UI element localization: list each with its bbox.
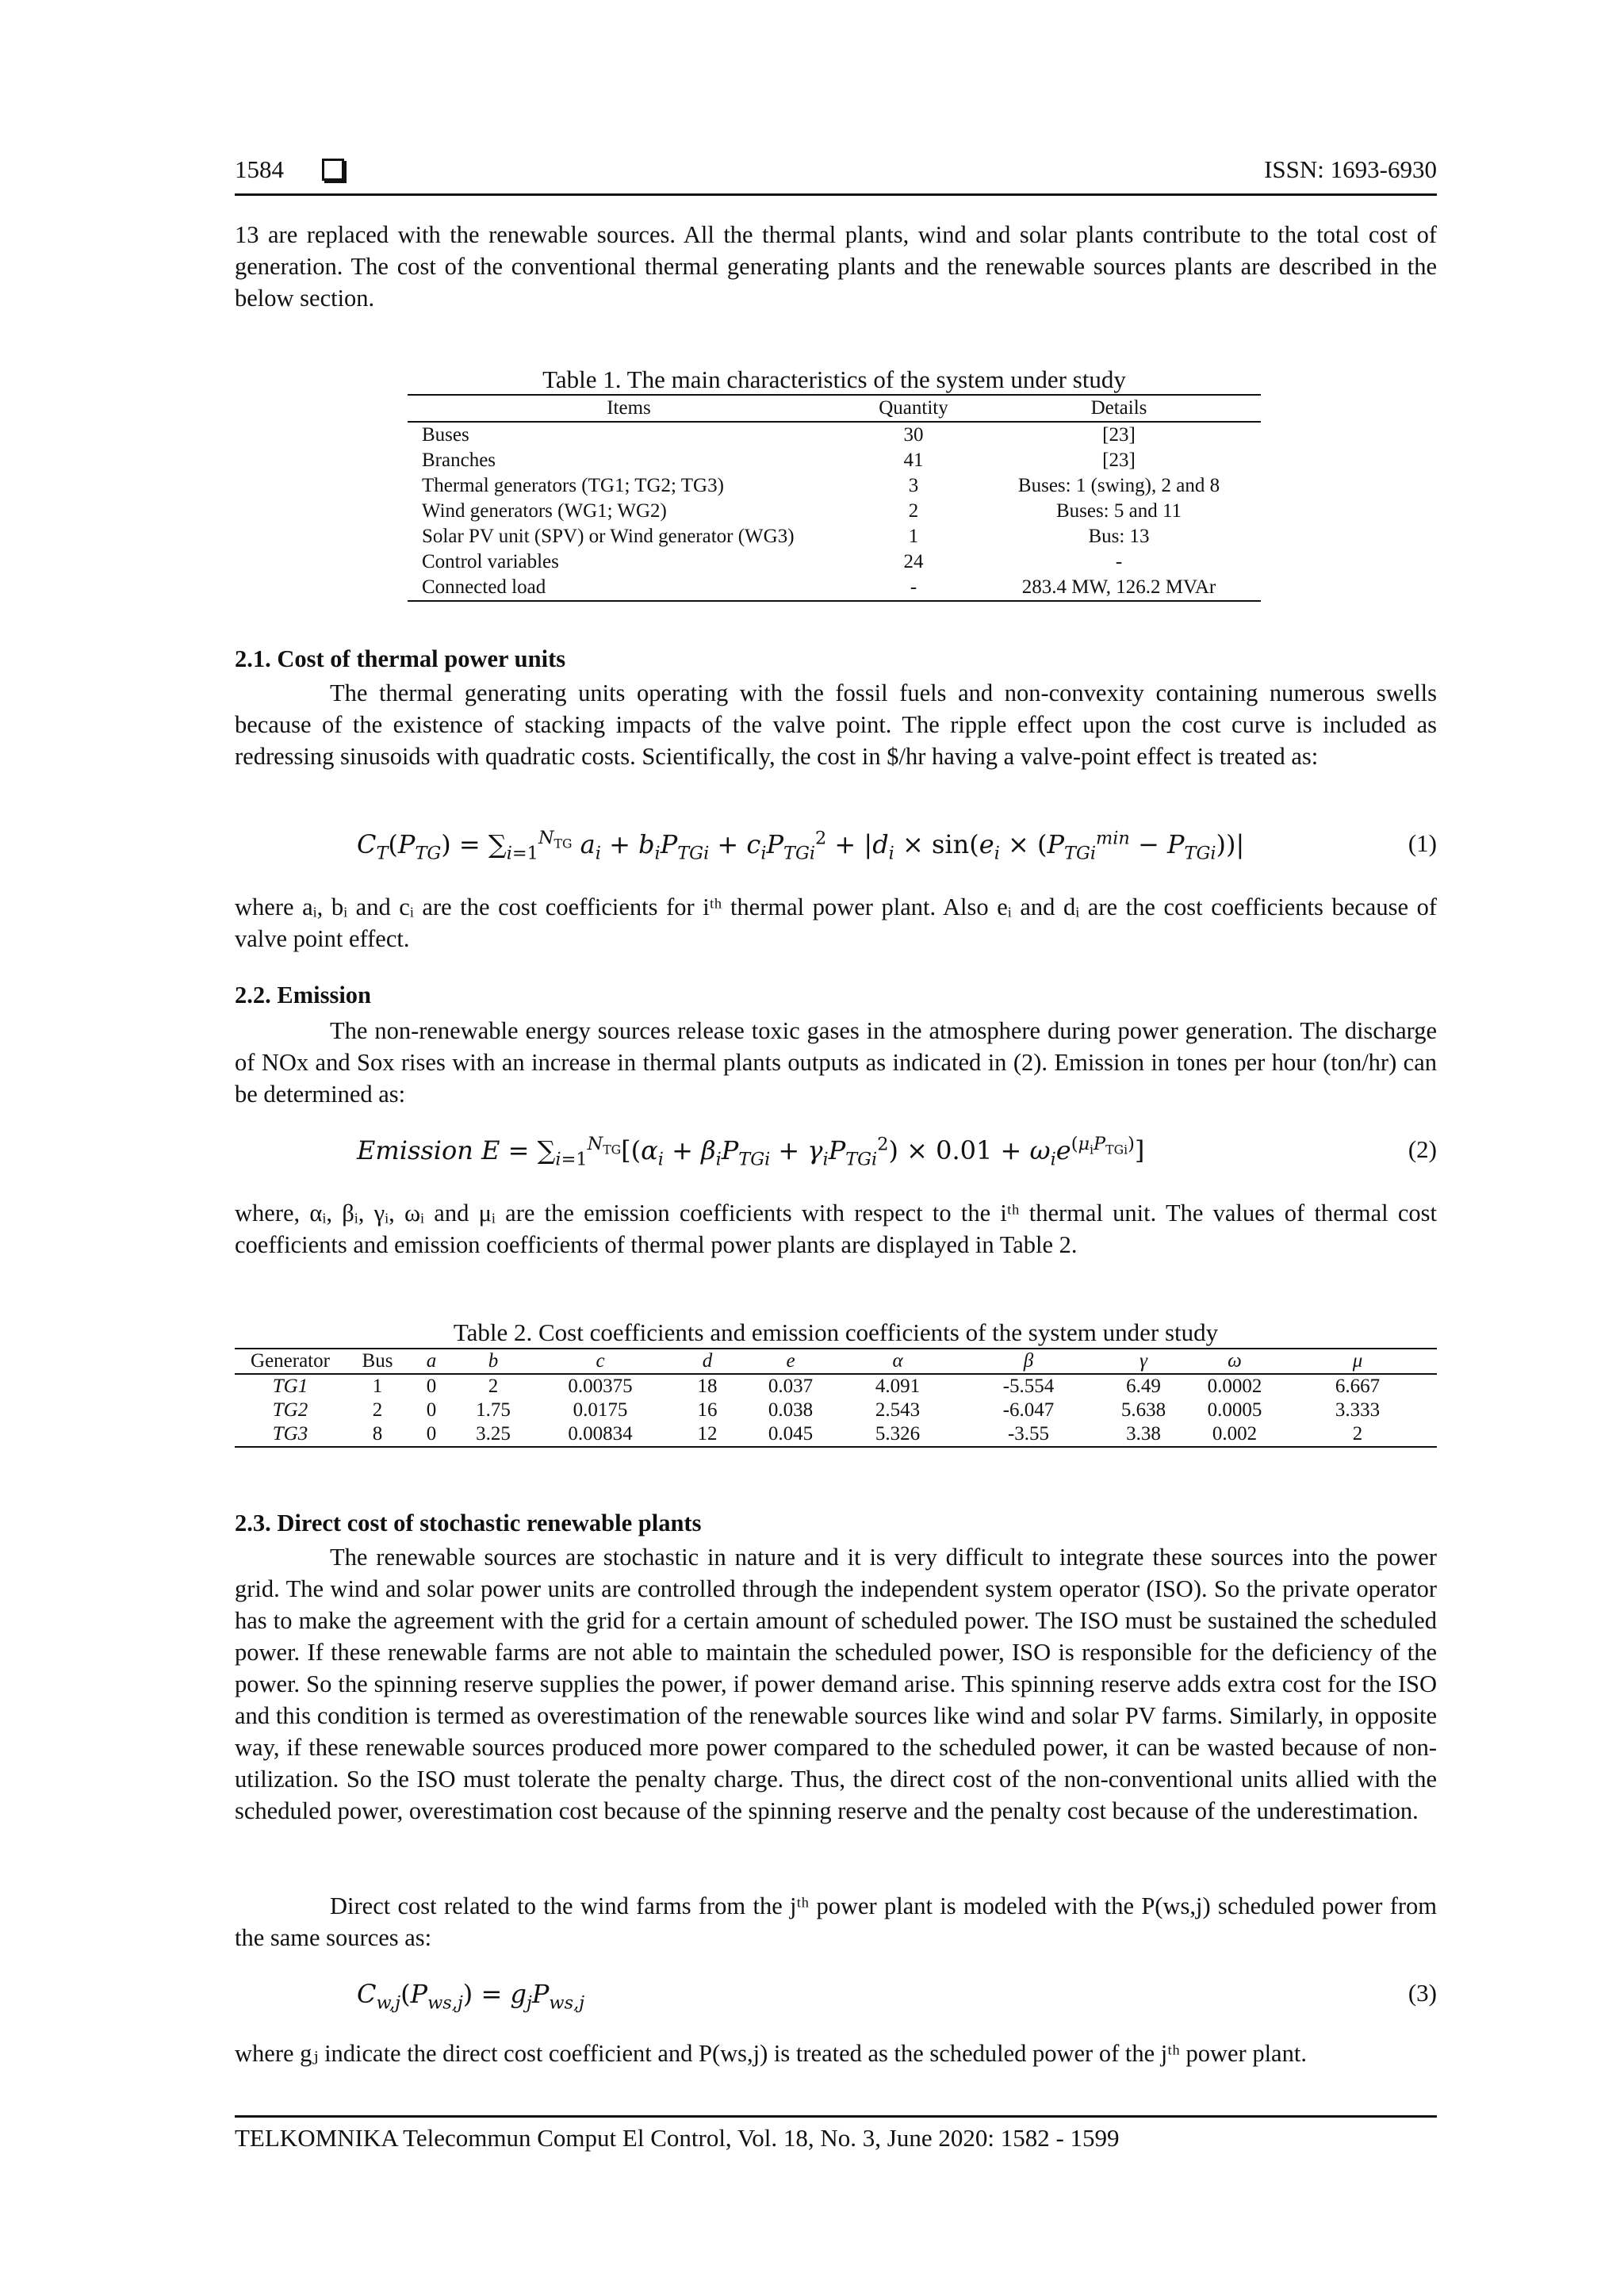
intro-paragraph: 13 are replaced with the renewable sources. All the thermal plants, wind and solar plants contribute to the total cost of generation. The cost of the conventional thermal generating plants and the renewable sources plants are described in the below section. [235,221,1437,312]
table-cell: 4.091 [875,1376,921,1397]
section-heading: 2.1. Cost of thermal power units [235,645,566,672]
table-header: Bus [362,1350,393,1372]
table-cell: Buses [422,424,469,446]
table-header: a [426,1350,437,1372]
table-cell: 0.038 [768,1399,814,1421]
table-cell: 1 [372,1376,383,1397]
table-header: γ [1139,1350,1147,1372]
table-cell: 6.667 [1335,1376,1381,1397]
table-cell: TG2 [272,1399,308,1421]
equation-number: (3) [1408,1979,1437,2007]
table-cell: 283.4 MW, 126.2 MVAr [1021,576,1216,598]
square-icon [322,159,344,181]
section-heading: 2.3. Direct cost of stochastic renewable plants [235,1510,702,1536]
table-cell: 12 [697,1423,718,1445]
equation-expression: Emission $E = \sum_{i=1}^{N_{TG}}[(\alpha_i + \beta_iP_{TGi} + \gamma_iP_{TGi}^2) \times 0.01 + \omega_ie^{(\mu_iP_{TGi})}]$ [357,1134,1145,1170]
table-row [235,1399,1437,1422]
table-cell: 3 [908,475,919,496]
table-cell: [23] [1102,424,1136,446]
table-row [408,473,1261,499]
table-cell: 8 [372,1423,383,1445]
table-cell: 0.0175 [573,1399,628,1421]
table-cell: Buses: 5 and 11 [1055,500,1182,522]
table-cell: 1 [908,526,919,547]
page-number: 1584 [235,155,284,183]
table-cell: 2.543 [875,1399,921,1421]
table-cell: - [1115,551,1123,572]
issn: ISSN: 1693-6930 [1264,155,1437,183]
table-cell: 0 [426,1399,437,1421]
table-cell: 0.002 [1212,1423,1258,1445]
table-cell: 5.326 [875,1423,921,1445]
table-cell: 3.38 [1126,1423,1161,1445]
where-text: where gⱼ indicate the direct cost coefficient and P(ws,j) is treated as the scheduled power of the jᵗʰ power plant. [235,2040,1307,2067]
table-cell: Thermal generators (TG1; TG2; TG3) [422,475,724,496]
table-header: b [488,1350,499,1372]
table-row [408,499,1261,524]
table-cell: Solar PV unit (SPV) or Wind generator (WG3) [422,526,795,547]
where-text: where aᵢ, bᵢ and cᵢ are the cost coefficients for iᵗʰ thermal power plant. Also eᵢ and dᵢ are the cost coefficients because of valve point effect. [235,894,1437,952]
table-cell: Control variables [422,551,559,572]
table-cell: 0.0005 [1207,1399,1262,1421]
table-cell: 5.638 [1120,1399,1166,1421]
table-cell: Connected load [422,576,546,598]
table-header: Details [1090,397,1147,419]
table-cell: 16 [697,1399,718,1421]
table-header: Items [607,397,651,419]
table-cell: 2 [372,1399,383,1421]
table-cell: 0 [426,1423,437,1445]
table-cell: 0.0002 [1207,1376,1262,1397]
table-cell: 0.037 [768,1376,814,1397]
section-paragraph: The thermal generating units operating with the fossil fuels and non-convexity containing numerous swells because of the existence of stacking impacts of the valve point. The ripple effect upon the cost curve is included as redressing sinusoids with quadratic costs. Scientifically, the cost in $/hr having a valve-point effect is treated as: [235,679,1437,770]
equation-3 [357,1979,1437,2019]
table-cell: 6.49 [1126,1376,1161,1397]
table-cell: 2 [1352,1423,1363,1445]
table1-caption: Table 1. The main characteristics of the system under study [542,365,1126,393]
table-cell: Bus: 13 [1088,526,1150,547]
section-paragraph: The renewable sources are stochastic in nature and it is very difficult to integrate these sources into the power grid. The wind and solar power units are controlled through the independent system operator (ISO). So the private operator has to make the agreement with the grid for a certain amount of scheduled power. The ISO must be sustained the scheduled power. If these renewable farms are not able to maintain the scheduled power, ISO is responsible for the deficiency of the power. So the spinning reserve supplies the power, if power demand arise. This spinning reserve adds extra cost for the ISO and this condition is termed as overestimation of the renewable sources like wind and solar PV farms. Similarly, in opposite way, if these renewable sources produced more power compared to the scheduled power, it can be wasted because of non-utilization. So the ISO must tolerate the penalty charge. Thus, the direct cost of the non-conventional units allied with the scheduled power, overestimation cost because of the spinning reserve and the penalty cost because of the underestimation. [235,1544,1437,1824]
equation-expression: $C_{w,j}(P_{ws,j}) = g_jP_{ws,j}$ [357,1979,585,2014]
table-header: Generator [251,1350,330,1372]
table-cell: 0.045 [768,1423,814,1445]
table-row [235,1422,1437,1447]
table-cell: 3.25 [476,1423,511,1445]
table-header: e [786,1350,795,1372]
table-cell: Wind generators (WG1; WG2) [422,500,667,522]
equation-2 [357,1135,1437,1175]
table-row [408,575,1261,601]
table-cell: 3.333 [1335,1399,1381,1421]
table-cell: -6.047 [1002,1399,1055,1421]
equation-number: (1) [1408,829,1437,857]
table-header: c [596,1350,605,1372]
table-cell: 0.00834 [568,1423,633,1445]
table1 [408,394,1261,602]
table-header: β [1023,1350,1034,1372]
table-cell: 2 [908,500,919,522]
page-footer: TELKOMNIKA Telecommun Comput El Control, Vol. 18, No. 3, June 2020: 1582 - 1599 [235,2115,1437,2152]
table-header-row [408,395,1261,422]
table-cell: [23] [1102,450,1136,471]
table-cell: 0 [426,1376,437,1397]
table-cell: 24 [903,551,924,572]
page-header [235,155,1437,196]
table-cell: TG3 [272,1423,308,1445]
equation-1 [357,829,1437,869]
equation-number: (2) [1408,1135,1437,1163]
table-header: ω [1228,1350,1242,1372]
table-cell: -5.554 [1002,1376,1055,1397]
table-row [408,448,1261,473]
section-heading: 2.2. Emission [235,982,372,1008]
table-cell: Branches [422,450,496,471]
equation-expression: $C_T(P_{TG}) = \sum_{i=1}^{N_{TG}}$ $a_i + b_iP_{TGi} + c_iP_{TGi}^2 + |d_i \times \sin(e_i \times (P_{TGi}^{min} - P_{TGi}))|$ [357,828,1245,864]
table-row [408,524,1261,549]
table-header: α [892,1350,903,1372]
table-row [235,1374,1437,1399]
table-cell: 30 [903,424,924,446]
table-cell: 1.75 [476,1399,511,1421]
table-row [408,422,1261,448]
table2 [235,1348,1437,1448]
section-paragraph: Direct cost related to the wind farms from the jᵗʰ power plant is modeled with the P(ws,j) scheduled power from the same sources as: [235,1892,1437,1951]
table-cell: 18 [697,1376,718,1397]
section-paragraph: The non-renewable energy sources release toxic gases in the atmosphere during power generation. The discharge of NOx and Sox rises with an increase in thermal plants outputs as indicated in (2). Emission in tones per hour (ton/hr) can be determined as: [235,1017,1437,1108]
table2-caption: Table 2. Cost coefficients and emission coefficients of the system under study [453,1318,1219,1346]
table-cell: - [910,576,917,598]
table-cell: TG1 [272,1376,308,1397]
table-cell: Buses: 1 (swing), 2 and 8 [1017,475,1220,496]
table-cell: -3.55 [1007,1423,1050,1445]
where-text: where, αᵢ, βᵢ, γᵢ, ωᵢ and μᵢ are the emission coefficients with respect to the iᵗʰ thermal unit. The values of thermal cost coefficients and emission coefficients of thermal power plants are displayed in Table 2. [235,1200,1437,1258]
table-header: Quantity [879,397,948,419]
table-cell: 0.00375 [568,1376,633,1397]
table-header: μ [1352,1350,1363,1372]
table-header: d [702,1350,713,1372]
table-cell: 2 [488,1376,499,1397]
table-header-row [235,1349,1437,1374]
table-cell: 41 [903,450,924,471]
table-row [408,549,1261,575]
